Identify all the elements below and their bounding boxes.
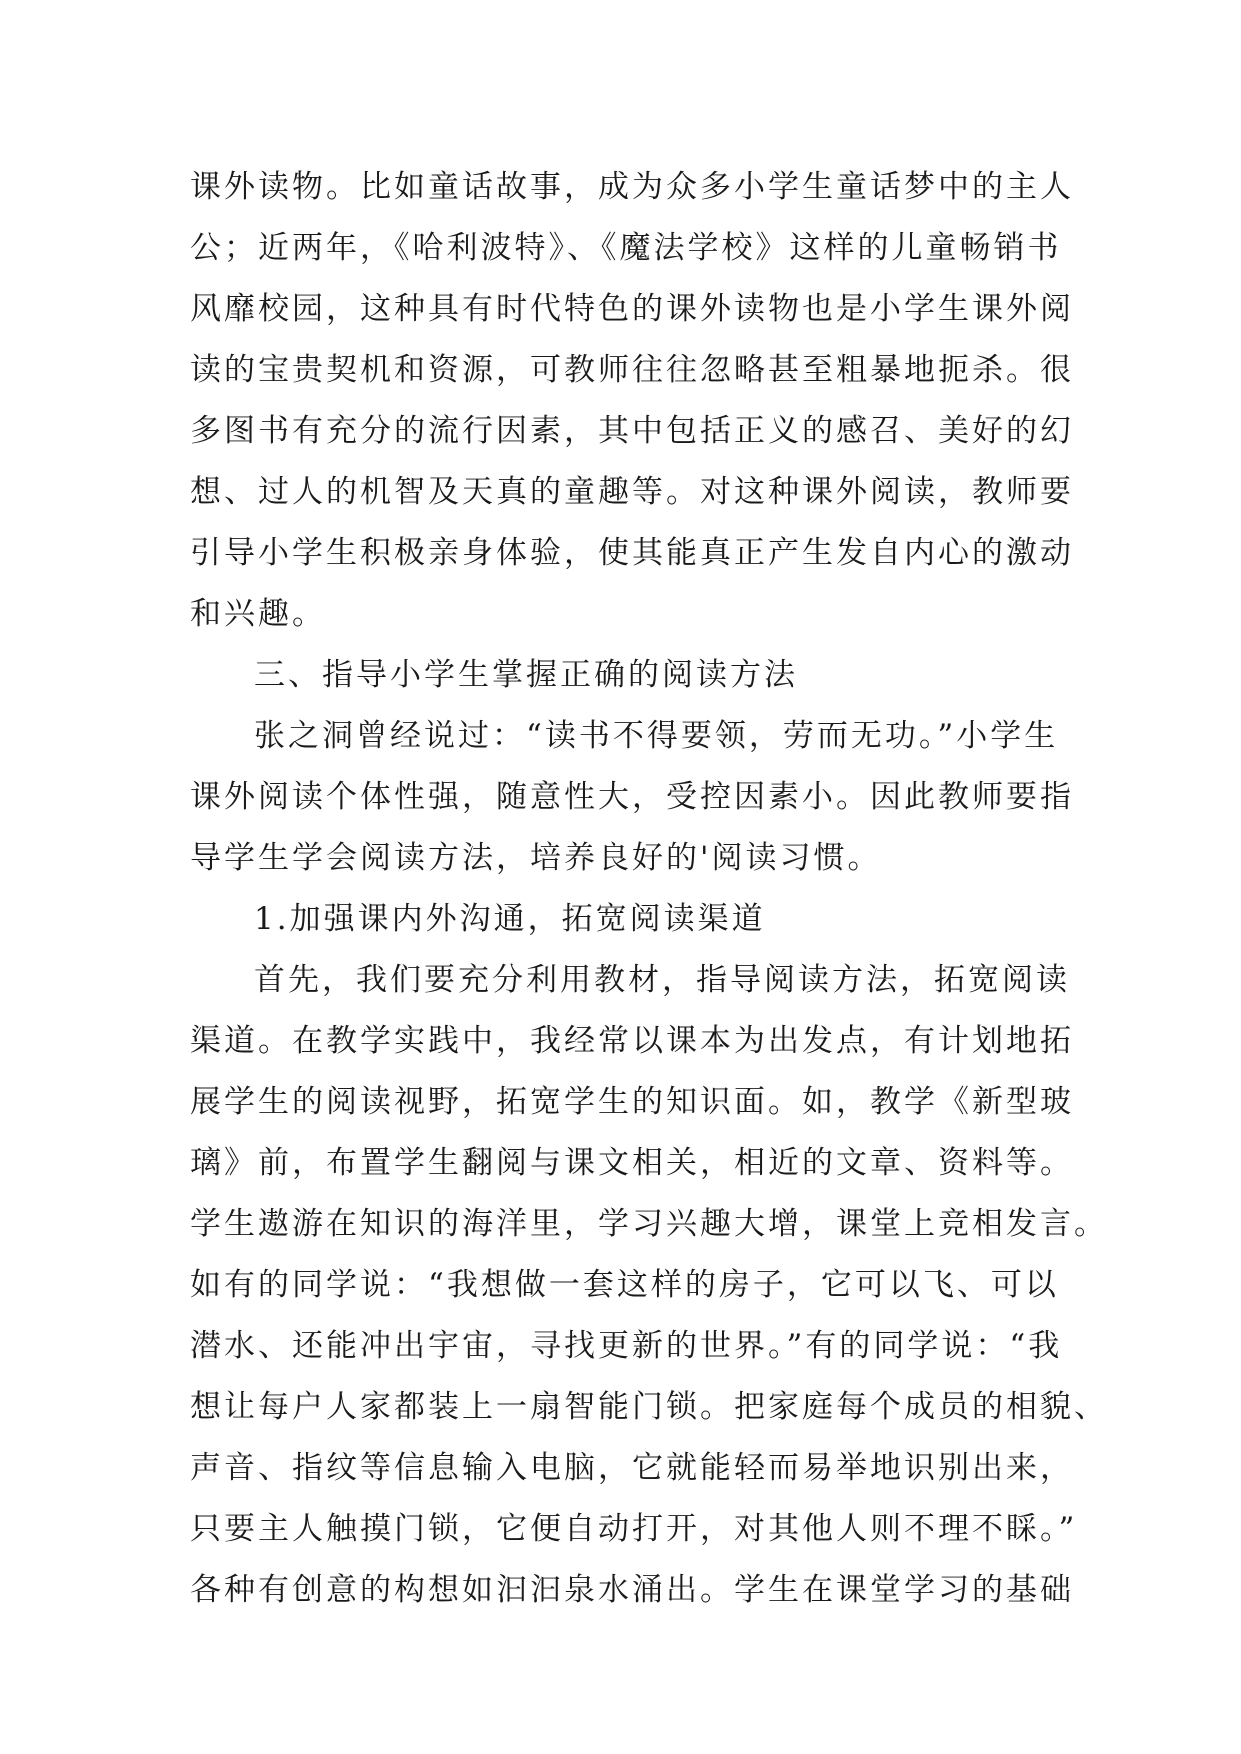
text-line: 想、过人的机智及天真的童趣等。对这种课外阅读，教师要	[190, 474, 1074, 510]
text-line: 课外阅读个体性强，随意性大，受控因素小。因此教师要指	[190, 779, 1074, 815]
text-line: 想让每户人家都装上一扇智能门锁。把家庭每个成员的相貌、	[190, 1389, 1108, 1425]
text-line: 公；近两年，《哈利波特》、《魔法学校》这样的儿童畅销书	[190, 230, 1062, 266]
text-line: 导学生学会阅读方法，培养良好的'阅读习惯。	[190, 840, 882, 876]
text-line: 只要主人触摸门锁，它便自动打开，对其他人则不理不睬。”	[190, 1511, 1078, 1547]
text-line: 璃》前，布置学生翻阅与课文相关，相近的文章、资料等。	[190, 1145, 1074, 1181]
text-line: 引导小学生积极亲身体验，使其能真正产生发自内心的激动	[190, 535, 1074, 571]
text-line: 首先，我们要充分利用教材，指导阅读方法，拓宽阅读	[254, 962, 1070, 998]
text-line: 读的宝贵契机和资源，可教师往往忽略甚至粗暴地扼杀。很	[190, 352, 1074, 388]
text-line: 各种有创意的构想如汩汩泉水涌出。学生在课堂学习的基础	[190, 1572, 1074, 1608]
body-text	[190, 157, 1108, 1621]
text-line: 潜水、还能冲出宇宙，寻找更新的世界。”有的同学说：“我	[190, 1328, 1063, 1364]
text-line: 学生遨游在知识的海洋里，学习兴趣大增，课堂上竞相发言。	[190, 1206, 1108, 1242]
text-line: 如有的同学说：“我想做一套这样的房子，它可以飞、可以	[190, 1267, 1059, 1303]
text-line: 声音、指纹等信息输入电脑，它就能轻而易举地识别出来，	[190, 1450, 1074, 1486]
text-line: 风靡校园，这种具有时代特色的课外读物也是小学生课外阅	[190, 291, 1074, 327]
subsection-heading: 1.加强课内外沟通，拓宽阅读渠道	[254, 901, 766, 937]
section-heading: 三、指导小学生掌握正确的阅读方法	[254, 657, 798, 693]
text-line: 渠道。在教学实践中，我经常以课本为出发点，有计划地拓	[190, 1023, 1074, 1059]
text-line: 多图书有充分的流行因素，其中包括正义的感召、美好的幻	[190, 413, 1074, 449]
text-line: 课外读物。比如童话故事，成为众多小学生童话梦中的主人	[190, 169, 1074, 205]
text-line: 展学生的阅读视野，拓宽学生的知识面。如，教学《新型玻	[190, 1084, 1074, 1120]
text-line: 张之洞曾经说过：“读书不得要领，劳而无功。”小学生	[254, 718, 1059, 754]
text-line: 和兴趣。	[190, 596, 326, 632]
